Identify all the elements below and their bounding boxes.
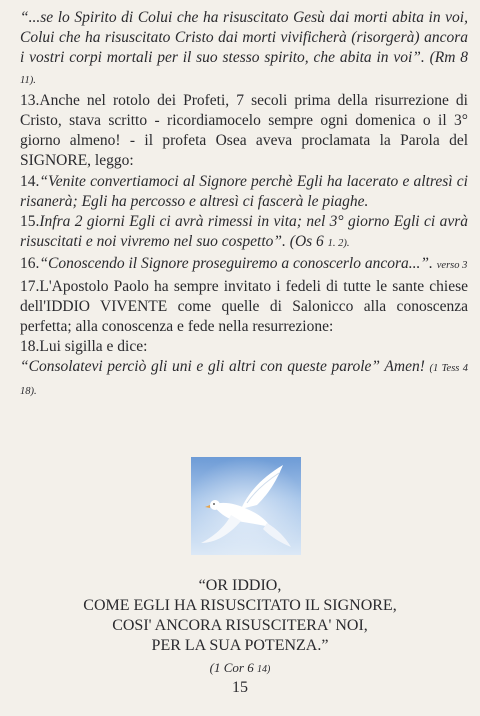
dove-icon: [191, 457, 301, 555]
quote-line-4: PER LA SUA POTENZA.”: [151, 637, 329, 654]
paragraph-rm-8-text: “...se lo Spirito di Colui che ha risuscitato Gesù dai morti abita in voi, Colui che ha risuscitato Cristo dai morti vivificherà (risorgerà) ancora i vostri corpi mortali per il suo stesso spirito, che abita in voi”. (Rm 8: [20, 9, 468, 67]
dove-picture: [191, 457, 301, 555]
quote-reference-num: 14): [256, 664, 271, 675]
paragraph-15-ref: 1. 2).: [327, 238, 350, 250]
quote-line-1: “OR IDDIO,: [198, 577, 282, 594]
paragraph-13: 13.Anche nel rotolo dei Profeti, 7 secoli prima della risurrezione di Cristo, stava scritto - ricordiamocelo sempre ogni domenica o il 3° giorno almeno! - il profeta Osea aveva proclamata la Parola del SIGNORE, leggo:: [20, 91, 468, 170]
paragraph-17: 17.L'Apostolo Paolo ha sempre invitato i fedeli di tutte le sante chiese dell'IDDIO VIVENTE come quelle di Salonicco alla conoscenza perfetta; alla conoscenza e fede nella resurrezione:: [20, 277, 468, 336]
page-number: 15: [232, 679, 248, 696]
paragraph-rm-8: [20, 8, 468, 91]
paragraph-14: [20, 172, 468, 212]
paragraph-18-ref-num: 18).: [20, 385, 37, 397]
paragraph-16-text: “Conoscendo il Signore proseguiremo a conoscerlo ancora...”.: [39, 255, 437, 273]
paragraph-16-ref: verso 3: [436, 260, 468, 272]
quote-reference: [40, 658, 440, 680]
paragraph-18-quote: [20, 357, 468, 401]
paragraph-rm-8-ref: 11).: [20, 74, 36, 86]
quote-reference-book: (1 Cor 6: [209, 660, 257, 675]
paragraph-18-quote-text: “Consolatevi perciò gli uni e gli altri con queste parole” Amen!: [20, 358, 430, 376]
paragraph-18: 18.Lui sigilla e dice:: [20, 338, 148, 356]
quote-line-2: COME EGLI HA RISUSCITATO IL SIGNORE,: [83, 597, 397, 614]
paragraph-14-number: 14.: [20, 172, 40, 190]
quote-line-3: COSI' ANCORA RISUSCITERA' NOI,: [112, 617, 368, 634]
paragraph-14-text: “Venite convertiamoci al Signore perchè Egli ha lacerato e altresì ci risanerà; Egli ha percosso e altresì ci fascerà le piaghe.: [20, 172, 468, 210]
paragraph-18-ref-book: (1 Tess 4: [429, 363, 468, 375]
body-text: [20, 8, 468, 402]
closing-quote: [40, 576, 440, 680]
paragraph-15-number: 15.: [20, 213, 40, 231]
paragraph-16: [20, 254, 468, 276]
paragraph-16-number: 16.: [20, 255, 40, 273]
paragraph-15-text: Infra 2 giorni Egli ci avrà rimessi in vita; nel 3° giorno Egli ci avrà risuscitati e noi vivremo nel suo cospetto”. (Os 6: [20, 213, 468, 251]
paragraph-15: [20, 212, 468, 254]
